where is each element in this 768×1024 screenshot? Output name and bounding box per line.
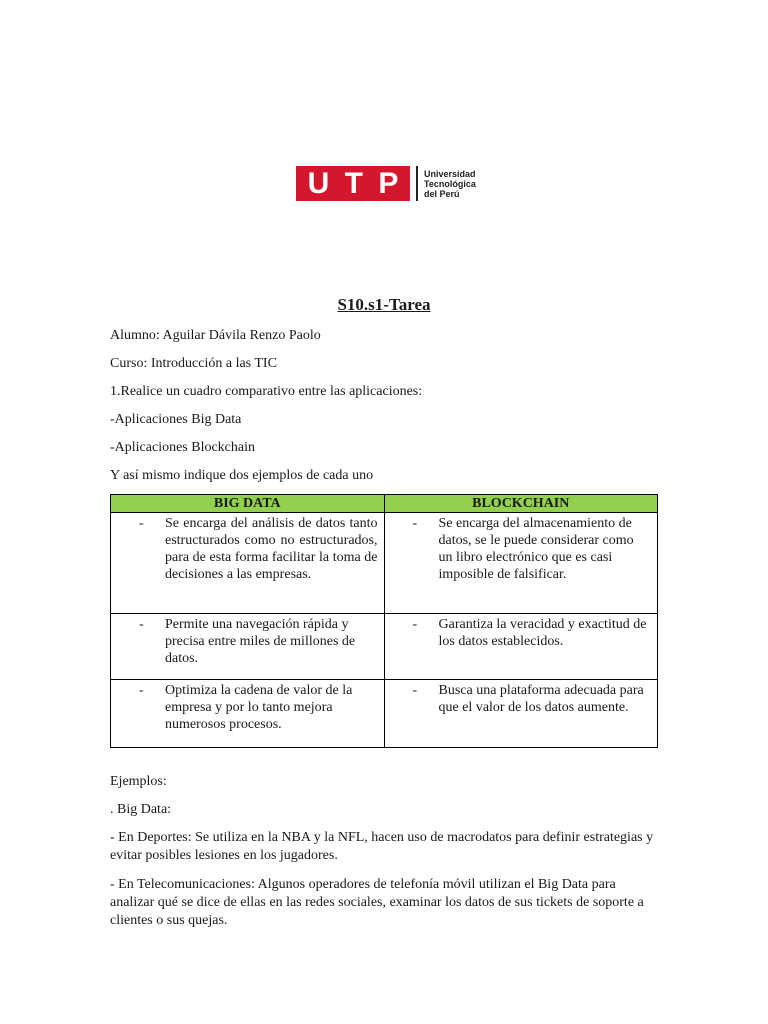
- bullet-dash: -: [139, 617, 144, 632]
- cell-blockchain: [384, 513, 658, 614]
- examples-big-data-label: . Big Data:: [110, 802, 172, 817]
- cell-text: Permite una navegación rápida y precisa entre miles de millones de datos.: [165, 617, 356, 666]
- bullet-dash: -: [139, 683, 144, 698]
- utp-logo-box: [296, 166, 410, 201]
- examples-heading: Ejemplos:: [110, 774, 167, 789]
- header-blockchain: BLOCKCHAIN: [384, 495, 658, 513]
- example-sports: - En Deportes: Se utiliza en la NBA y la NFL, hacen uso de macrodatos para definir estrategias y evitar posibles lesiones en los jugadores.: [110, 830, 654, 863]
- cell-big-data: [111, 614, 385, 680]
- table-row: [111, 614, 658, 680]
- cell-text: Garantiza la veracidad y exactitud de los datos establecidos.: [438, 617, 647, 649]
- cell-big-data: [111, 513, 385, 614]
- logo-university-name: [424, 169, 476, 199]
- logo-letter-p: P: [378, 167, 399, 200]
- logo-divider: [416, 166, 418, 201]
- table-header-row: [111, 495, 658, 513]
- cell-text: Se encarga del almacenamiento de datos, se le puede considerar como un libro electrónico que es casi imposible de falsificar.: [438, 516, 634, 582]
- header-big-data: BIG DATA: [111, 495, 385, 513]
- table-row: [111, 680, 658, 748]
- cell-blockchain: [384, 614, 658, 680]
- bullet-dash: -: [412, 617, 418, 632]
- logo-letter-t: T: [344, 167, 363, 200]
- logo-letter-u: U: [307, 167, 330, 200]
- task-item-blockchain: -Aplicaciones Blockchain: [110, 440, 256, 455]
- task-instruction: 1.Realice un cuadro comparativo entre las aplicaciones:: [110, 384, 423, 399]
- cell-blockchain: [384, 680, 658, 748]
- cell-text: Busca una plataforma adecuada para que el valor de los datos aumente.: [438, 683, 644, 715]
- task-examples-line: Y así mismo indique dos ejemplos de cada uno: [110, 468, 374, 483]
- logo-line-3: del Perú: [424, 188, 460, 199]
- example-telecom: - En Telecomunicaciones: Algunos operadores de telefonía móvil utilizan el Big Data para analizar qué se dice de ellas en las redes sociales, examinar los datos de sus tickets de soporte a clientes o sus quejas.: [110, 877, 644, 928]
- cell-text: Se encarga del análisis de datos tanto estructurados como no estructurados, para de esta forma facilitar la toma de decisiones a las empresas.: [165, 516, 378, 582]
- logo-line-2: Tecnológica: [424, 178, 476, 189]
- comparison-table: [110, 494, 658, 748]
- bullet-dash: -: [412, 683, 418, 698]
- document-title: S10.s1-Tarea: [337, 295, 431, 314]
- logo-line-1: Universidad: [424, 168, 476, 179]
- task-item-big-data: -Aplicaciones Big Data: [110, 412, 242, 427]
- cell-big-data: [111, 680, 385, 748]
- table-row: [111, 513, 658, 614]
- bullet-dash: -: [412, 516, 418, 531]
- course-line: Curso: Introducción a las TIC: [110, 356, 277, 371]
- bullet-dash: -: [139, 516, 144, 531]
- utp-logo: [296, 166, 476, 201]
- cell-text: Optimiza la cadena de valor de la empresa y por lo tanto mejora numerosos procesos.: [165, 683, 353, 732]
- student-line: Alumno: Aguilar Dávila Renzo Paolo: [110, 328, 321, 343]
